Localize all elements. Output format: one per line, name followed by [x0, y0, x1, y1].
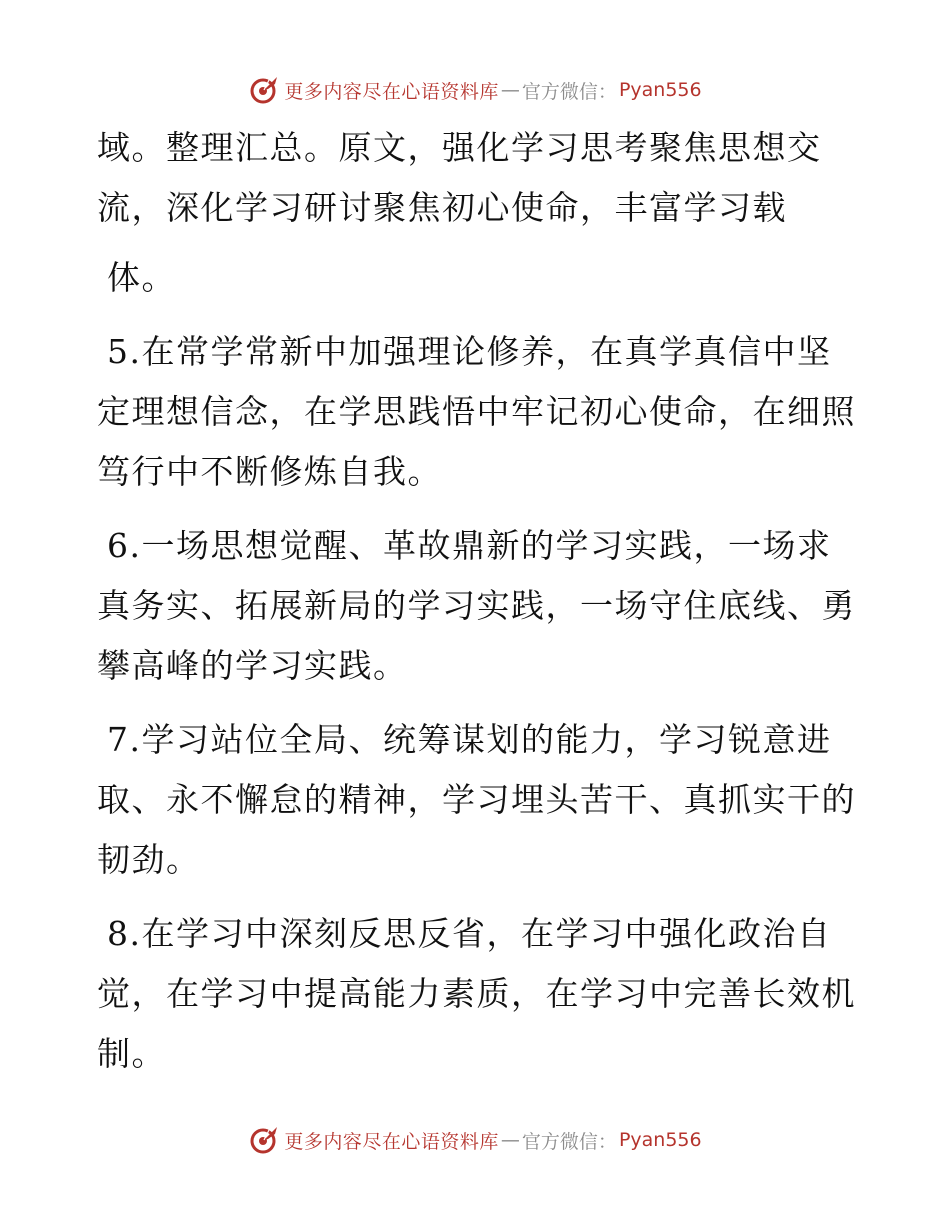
text-line: 觉，在学习中提高能力素质，在学习中完善长效机 — [97, 974, 856, 1013]
paragraph — [97, 516, 857, 696]
text-line: 取、永不懈怠的精神，学习埋头苦干、真抓实干的 — [97, 780, 856, 819]
paragraph — [97, 118, 857, 308]
text-line: 8.在学习中深刻反思反省，在学习中强化政治自 — [107, 914, 832, 953]
text-line: 真务实、拓展新局的学习实践，一场守住底线、勇 — [97, 586, 856, 625]
watermark-text: 更多内容尽在心语资料库 — [284, 80, 499, 103]
text-line: 7.学习站位全局、统筹谋划的能力，学习锐意进 — [107, 720, 832, 759]
watermark-label: 官方微信： — [521, 80, 617, 103]
footer-watermark — [0, 1120, 950, 1160]
text-line: 6.一场思想觉醒、革故鼎新的学习实践，一场求 — [107, 526, 832, 565]
watermark-dash: — — [500, 1129, 520, 1151]
text-line: 笃行中不断修炼自我。 — [97, 452, 442, 491]
quill-seal-icon — [248, 74, 280, 106]
text-line: 攀高峰的学习实践。 — [97, 646, 408, 685]
watermark-dash: — — [500, 79, 520, 101]
watermark-wechat-id: Pyan556 — [618, 79, 702, 101]
text-line: 体。 — [107, 258, 176, 297]
document-body — [97, 118, 857, 1084]
paragraph — [97, 904, 857, 1084]
paragraph — [97, 322, 857, 502]
text-line: 制。 — [97, 1034, 166, 1073]
header-watermark — [0, 70, 950, 110]
text-line: 域。整理汇总。原文，强化学习思考聚焦思想交 — [97, 128, 822, 167]
text-line: 韧劲。 — [97, 840, 201, 879]
text-line: 5.在常学常新中加强理论修养，在真学真信中坚 — [107, 332, 832, 371]
text-line: 定理想信念，在学思践悟中牢记初心使命，在细照 — [97, 392, 856, 431]
paragraph — [97, 710, 857, 890]
watermark-text: 更多内容尽在心语资料库 — [284, 1130, 499, 1153]
watermark-label: 官方微信： — [521, 1130, 617, 1153]
quill-seal-icon — [248, 1124, 280, 1156]
text-line: 流，深化学习研讨聚焦初心使命，丰富学习载 — [97, 188, 787, 227]
watermark-wechat-id: Pyan556 — [618, 1129, 702, 1151]
